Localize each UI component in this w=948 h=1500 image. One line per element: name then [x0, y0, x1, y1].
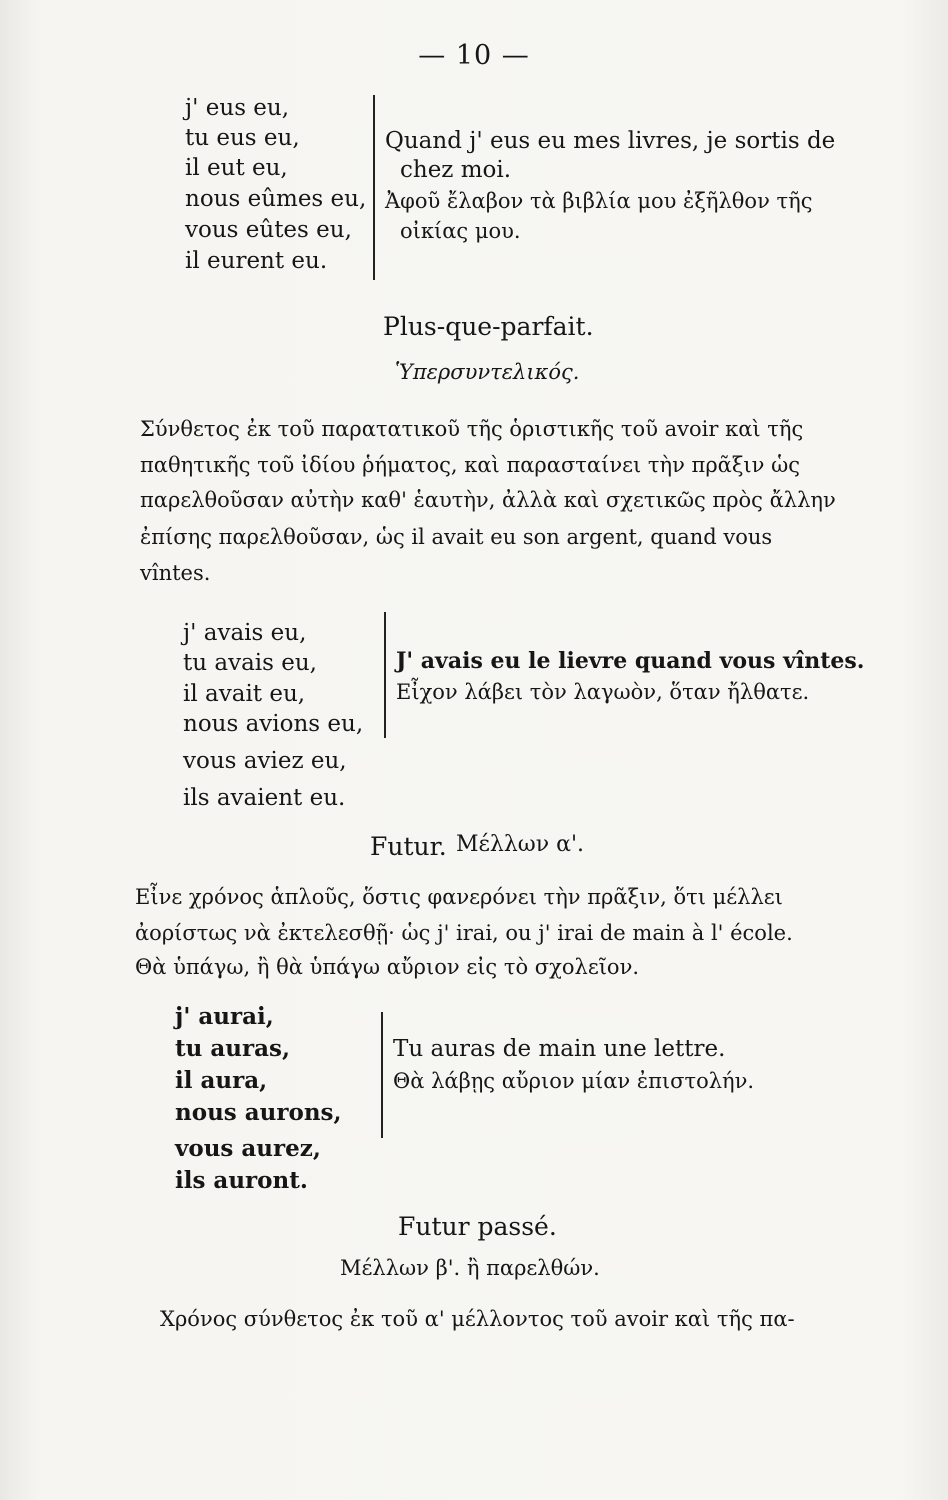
- conjugation-line: nous aurons,: [175, 1099, 342, 1126]
- description-line: παθητικῆς τοῦ ἰδίου ῥήματος, καὶ παρασταίνει τὴν πρᾶξιν ὡς: [140, 453, 800, 477]
- section-title: Plus-que-parfait.: [383, 312, 594, 341]
- description-line: Εἶνε χρόνος ἁπλοῦς, ὅστις φανερόνει τὴν πρᾶξιν, ὅτι μέλλει: [135, 885, 783, 909]
- description-line: Σύνθετος ἐκ τοῦ παρατατικοῦ τῆς ὁριστικῆς τοῦ avoir καὶ τῆς: [140, 417, 804, 441]
- description-line: ἀορίστως νὰ ἐκτελεσθῇ· ὡς j' irai, ou j' irai de main à l' école.: [135, 921, 793, 945]
- conjugation-line: ils avaient eu.: [183, 785, 346, 811]
- bracket-divider: [373, 95, 375, 280]
- conjugation-line: il avait eu,: [183, 681, 306, 707]
- section-title-greek: Μέλλων α'.: [456, 832, 585, 857]
- conjugation-line: j' avais eu,: [183, 620, 307, 646]
- conjugation-line: j' eus eu,: [185, 95, 290, 121]
- conjugation-line: ils auront.: [175, 1167, 308, 1194]
- example-greek: Εἶχον λάβει τὸν λαγωὸν, ὅταν ἤλθατε.: [396, 680, 810, 704]
- description-line: Χρόνος σύνθετος ἐκ τοῦ α' μέλλοντος τοῦ avoir καὶ τῆς πα-: [160, 1307, 795, 1331]
- example-french: J' avais eu le lievre quand vous vîntes.: [396, 648, 865, 674]
- description-line: vîntes.: [140, 561, 211, 585]
- conjugation-line: vous eûtes eu,: [185, 217, 352, 243]
- example-greek: Θὰ λάβῃς αὔριον μίαν ἐπιστολήν.: [393, 1069, 755, 1093]
- conjugation-line: j' aurai,: [175, 1003, 274, 1030]
- conjugation-line: vous aurez,: [175, 1135, 321, 1162]
- example-greek: οἰκίας μου.: [400, 219, 521, 243]
- conjugation-line: il aura,: [175, 1067, 268, 1094]
- conjugation-line: tu eus eu,: [185, 125, 300, 151]
- conjugation-line: il eut eu,: [185, 155, 288, 181]
- example-french: Quand j' eus eu mes livres, je sortis de: [385, 128, 836, 154]
- conjugation-line: tu avais eu,: [183, 650, 317, 676]
- bracket-divider: [381, 1012, 383, 1138]
- page-number: — 10 —: [418, 40, 530, 71]
- section-title: Futur passé.: [398, 1212, 557, 1241]
- description-line: παρελθοῦσαν αὐτὴν καθ' ἑαυτὴν, ἀλλὰ καὶ σχετικῶς πρὸς ἄλλην: [140, 488, 836, 512]
- section-subtitle: Μέλλων β'. ἢ παρελθών.: [340, 1256, 600, 1280]
- example-french: chez moi.: [400, 157, 512, 183]
- conjugation-line: il eurent eu.: [185, 248, 328, 274]
- conjugation-line: nous eûmes eu,: [185, 186, 367, 212]
- conjugation-line: tu auras,: [175, 1035, 290, 1062]
- example-french: Tu auras de main une lettre.: [393, 1036, 726, 1062]
- section-title: Futur.: [370, 832, 447, 861]
- section-subtitle: Ὑπερσυντελικός.: [395, 360, 580, 384]
- conjugation-line: vous aviez eu,: [183, 748, 347, 774]
- conjugation-line: nous avions eu,: [183, 711, 364, 737]
- bracket-divider: [384, 612, 386, 738]
- example-greek: Ἀφοῦ ἔλαβον τὰ βιβλία μου ἐξῆλθον τῆς: [385, 189, 813, 213]
- description-line: ἐπίσης παρελθοῦσαν, ὡς il avait eu son argent, quand vous: [140, 525, 773, 549]
- description-line: Θὰ ὑπάγω, ἢ θὰ ὑπάγω αὔριον εἰς τὸ σχολεῖον.: [135, 955, 640, 979]
